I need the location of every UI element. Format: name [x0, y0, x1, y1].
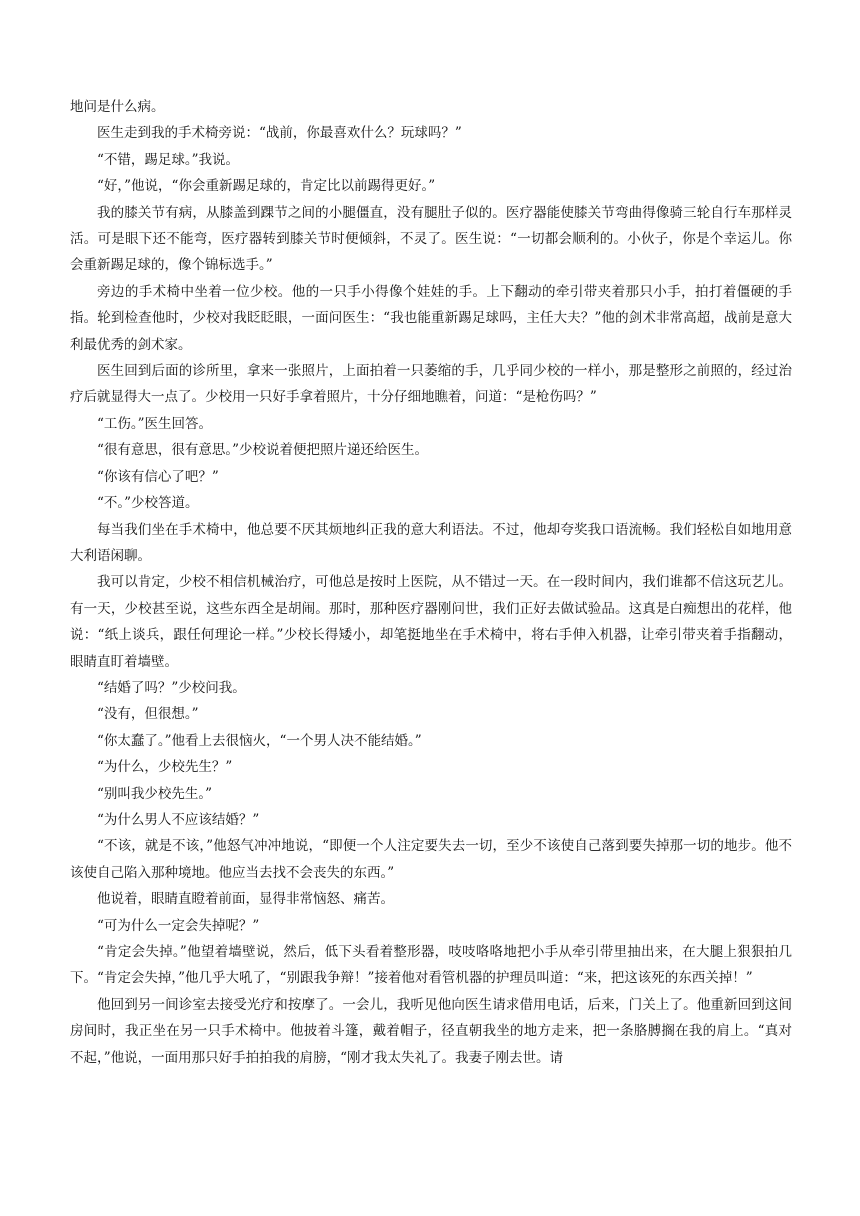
paragraph: “你太蠢了。”他看上去很恼火，“一个男人决不能结婚。”: [97, 732, 422, 749]
paragraph: 旁边的手术椅中坐着一位少校。他的一只手小得像个娃娃的手。上下翻动的牵引带夹着那只小手，拍打着僵硬的手指。轮到检查他时，少校对我眨眨眼，一面问医生：“我也能重新踢足球吗，主任大夫？”他的剑术非常高超，战前是意大利最优秀的剑术家。: [70, 283, 792, 353]
paragraph: “工伤。”医生回答。: [97, 415, 213, 432]
paragraph: 地问是什么病。: [70, 99, 165, 115]
paragraph: “不。”少校答道。: [97, 495, 199, 512]
paragraph: “结婚了吗？”少校问我。: [97, 679, 246, 696]
paragraph: 他回到另一间诊室去接受光疗和按摩了。一会儿，我听见他向医生请求借用电话，后来，门关上了。他重新回到这间房间时，我正坐在另一只手术椅中。他披着斗篷，戴着帽子，径直朝我坐的地方走来，把一条胳膊搁在我的肩上。“真对不起，”他说，一面用那只好手拍拍我的肩膀，“刚才我太失礼了。我妻子刚去世。请: [70, 996, 792, 1066]
paragraph: “可为什么一定会失掉呢？”: [97, 917, 260, 934]
paragraph: 他说着，眼睛直瞪着前面，显得非常恼怒、痛苦。: [97, 891, 394, 908]
paragraph: 医生回到后面的诊所里，拿来一张照片，上面拍着一只萎缩的手，几乎同少校的一样小，那是整形之前照的，经过治疗后就显得大一点了。少校用一只好手拿着照片，十分仔细地瞧着，问道：“是枪伤吗？”: [70, 363, 792, 406]
paragraph: “你该有信心了吧？”: [97, 468, 219, 485]
paragraph: “为什么，少校先生？”: [97, 759, 233, 776]
paragraph: “不该，就是不该，”他怒气冲冲地说，“即便一个人注定要失去一切，至少不该使自己落到要失掉那一切的地步。他不该使自己陷入那种境地。他应当去找不会丧失的东西。”: [70, 838, 792, 881]
paragraph: “很有意思，很有意思。”少校说着便把照片递还给医生。: [97, 442, 429, 459]
paragraph: “为什么男人不应该结婚？”: [97, 811, 260, 828]
paragraph: 医生走到我的手术椅旁说：“战前，你最喜欢什么？玩球吗？”: [97, 125, 462, 142]
paragraph: “没有，但很想。”: [97, 706, 199, 723]
paragraph: “好，”他说，“你会重新踢足球的，肯定比以前踢得更好。”: [97, 178, 436, 195]
paragraph: 每当我们坐在手术椅中，他总要不厌其烦地纠正我的意大利语法。不过，他却夸奖我口语流畅。我们轻松自如地用意大利语闲聊。: [70, 521, 792, 564]
paragraph: “别叫我少校先生。”: [97, 785, 213, 802]
paragraph: 我的膝关节有病，从膝盖到踝节之间的小腿僵直，没有腿肚子似的。医疗器能使膝关节弯曲得像骑三轮自行车那样灵活。可是眼下还不能弯，医疗器转到膝关节时便倾斜，不灵了。医生说：“一切都会顺利的。小伙子，你是个幸运儿。你会重新踢足球的，像个锦标选手。”: [70, 204, 792, 274]
paragraph: 我可以肯定，少校不相信机械治疗，可他总是按时上医院，从不错过一天。在一段时间内，我们谁都不信这玩艺儿。有一天，少校甚至说，这些东西全是胡闹。那时，那种医疗器刚问世，我们正好去做试验品。这真是白痴想出的花样，他说：“纸上谈兵，跟任何理论一样。”少校长得矮小，却笔挺地坐在手术椅中，将右手伸入机器，让牵引带夹着手指翻动，眼睛直盯着墙壁。: [70, 574, 792, 670]
document-page: [70, 94, 792, 1071]
paragraph: “不错，踢足球。”我说。: [97, 151, 240, 168]
paragraph: “肯定会失掉。”他望着墙壁说，然后，低下头看着整形器，吱吱咯咯地把小手从牵引带里抽出来，在大腿上狠狠拍几下。“肯定会失掉，”他几乎大吼了，“别跟我争辩！”接着他对看管机器的护理员叫道：“来，把这该死的东西关掉！”: [70, 944, 792, 987]
